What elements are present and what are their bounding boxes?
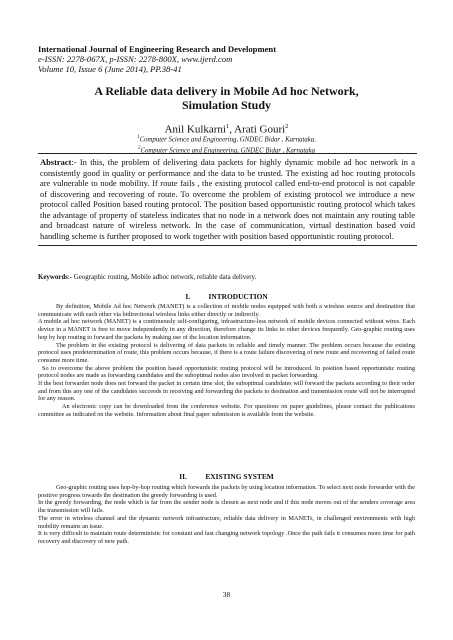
intro-paragraph: By definition, Mobile Ad hoc Network (MANET) is a collection of mobile nodes equipped with both a wireless source and destination that communicate with each other via bidirectional wireless links either directly or indirectly.	[38, 303, 415, 318]
journal-issn: e-ISSN: 2278-067X, p-ISSN: 2278-800X, www.ijerd.com	[38, 54, 233, 65]
keywords-label: Keywords	[38, 274, 68, 281]
author-2: Arati Gouri	[234, 123, 286, 136]
author-2-sup: 2	[285, 123, 289, 130]
journal-header	[38, 44, 428, 75]
journal-name: International Journal of Engineering Research and Development	[38, 44, 277, 54]
keywords	[38, 274, 415, 283]
paper-title	[38, 84, 415, 112]
title-line-2: Simulation Study	[181, 98, 272, 112]
section-heading-existing-system: II. EXISTING SYSTEM	[179, 472, 274, 481]
existing-system-body	[38, 484, 415, 546]
existing-paragraph: The error in wireless channel and the dynamic network infrastructure, reliable data delivery in MANETs, in challenged environments with high mobility remains an issue.	[38, 514, 415, 530]
existing-paragraph: Geo-graphic routing uses hop-by-hop routing which forwards the packets by using location information. To select next node forwarder with the positive progress towards the destination the greedy forwarding is used.	[38, 484, 415, 499]
page-number: 38	[222, 590, 231, 599]
existing-paragraph: It is very difficult to maintain route deterministic for constant and fast changing network topology .Once the path fails it consumes more time for path recovery and discovery of new path.	[38, 530, 415, 545]
introduction-body	[38, 303, 415, 419]
intro-paragraph: An electronic copy can be downloaded from the conference website. For questions on paper guidelines, please contact the publications committee as indicated on the website. Information about final paper submission is available from the website.	[38, 403, 415, 418]
abstract-label: Abstract	[40, 157, 72, 167]
author-separator: ,	[229, 123, 235, 136]
intro-paragraph: The problem in the existing protocol is delivering of data packets in reliable and timely manner. The problem occurs because the existing protocol uses predetermination of route, this problem occurs because, if there is a route failure discovering of new route and recovering of failed route consume more time.	[38, 341, 415, 364]
intro-paragraph: A mobile ad hoc network (MANET) is a continuously self-configuring, infrastructure-less network of mobile devices connected without wires. Each device in a MANET is free to move independently in any direction, therefore change its links to other devices frequently. Geo-graphic routing uses hop by hop routing to forward the packets by making use of the location information.	[38, 318, 415, 341]
journal-volume: Volume 10, Issue 6 (June 2014), PP.38-41	[38, 64, 182, 75]
abstract-text: :- In this, the problem of delivering data packets for highly dynamic mobile ad hoc network in a consistently good in quality or performance and the data to be trusted. The existing ad hoc routing protocols are vulnerable to node mobility. If route fails , the existing protocol called end-to-end protocol is not capable of discovering and recovering of route. To overcome the problem of existing protocol we introduce a new protocol called Position based routing protocol. The position based opportunistic routing protocol which takes the advantage of property of stateless indicates that no node in a network does not maintain any routing table and broadcast nature of wireless network. In the case of communication, virtual destination based void handling scheme is further proposed to work together with position based opportunistic routing protocol.	[40, 157, 415, 241]
intro-paragraph: So to overcome the above problem the position based opportunistic routing protocol will be introduced. In position based opportunistic routing protocol nodes are made as forwarding candidates and the suboptimal nodes also involved in packet forwarding.	[38, 364, 415, 380]
author-1: Anil Kulkarni	[164, 123, 226, 136]
section-heading-introduction: I. INTRODUCTION	[185, 292, 268, 301]
abstract	[40, 157, 415, 241]
intro-paragraph: If the best forwarder node does not forward the packet in certain time slot, the suboptimal candidates will forward the packets according to their order and from this any one of the candidates succeeds in receiving and forwarding the packets to destination and transmission route will not be interrupted for any reason.	[38, 380, 415, 403]
affiliation-2-sup: 2	[137, 145, 141, 151]
title-line-1: A Reliable data delivery in Mobile Ad hoc Network,	[94, 84, 359, 98]
keywords-text: :- Geographic routing, Mobile adhoc network, reliable data delivery.	[67, 274, 257, 281]
affiliation-2-text: Computer Science and Engineering, GNDEC Bidar , Karnataka	[140, 146, 316, 154]
affiliation-1-sup: 1	[137, 135, 140, 140]
affiliation-1-text: Computer Science and Engineering, GNDEC Bidar , Karnataka.	[139, 136, 316, 144]
existing-paragraph: In the greedy forwarding, the node which is far from the sender node is chosen as next node and if this node moves out of the senders coverage area the transmission will fails.	[38, 499, 415, 515]
author-1-sup: 1	[226, 123, 230, 130]
abstract-box	[38, 153, 417, 246]
affiliation-1	[38, 134, 415, 145]
